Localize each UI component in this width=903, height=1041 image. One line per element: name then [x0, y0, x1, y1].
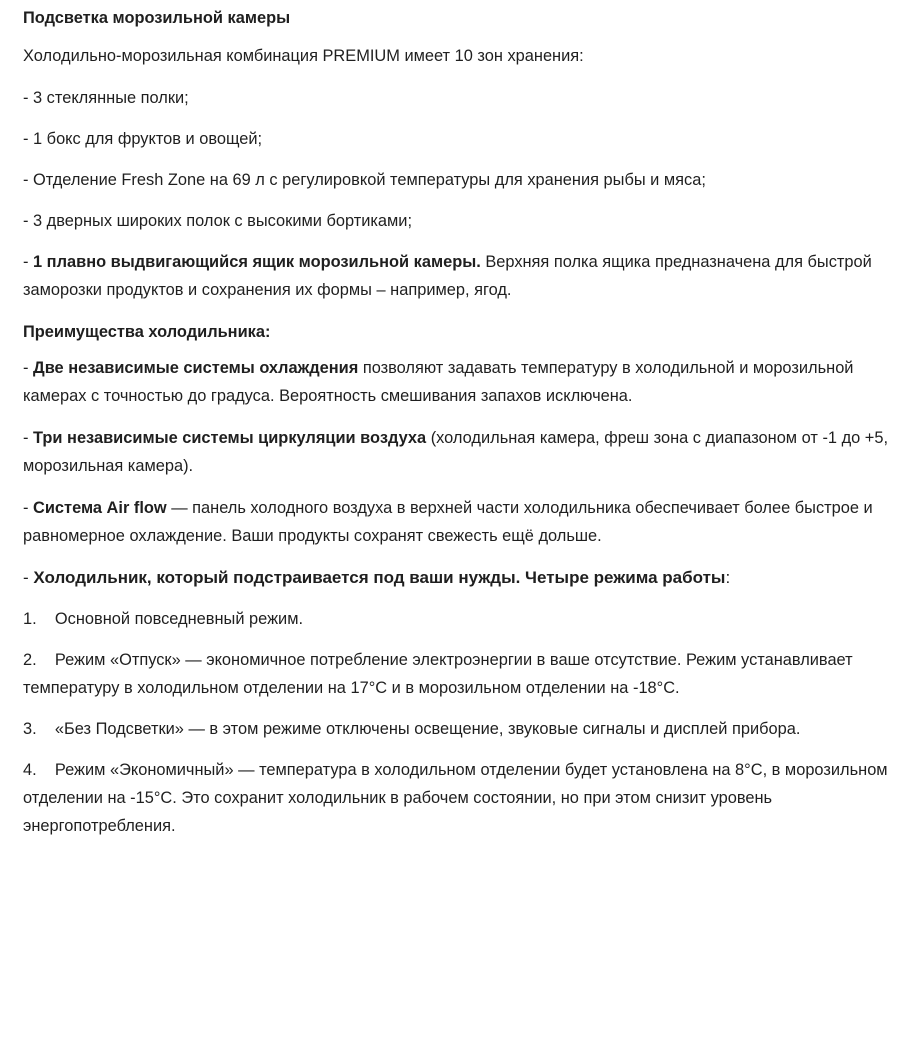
- advantage-dash: -: [23, 568, 34, 587]
- zone-item: - 3 дверных широких полок с высокими бортиками;: [23, 212, 412, 230]
- advantage-dash: -: [23, 429, 34, 447]
- freezer-light-heading: Подсветка морозильной камеры: [23, 9, 291, 27]
- article-body: [23, 0, 895, 840]
- advantage-dash: -: [23, 359, 34, 377]
- advantage-bold: Система Air flow: [33, 499, 167, 517]
- advantage-bold: Две независимые системы охлаждения: [33, 359, 359, 377]
- mode-item: 1. Основной повседневный режим.: [23, 610, 304, 628]
- zone-item: - 3 стеклянные полки;: [23, 89, 189, 107]
- intro-paragraph: Холодильно-морозильная комбинация PREMIUM имеет 10 зон хранения:: [23, 47, 584, 65]
- mode-item: 3. «Без Подсветки» — в этом режиме отключены освещение, звуковые сигналы и дисплей прибора.: [23, 720, 801, 738]
- zone-item: - Отделение Fresh Zone на 69 л с регулировкой температуры для хранения рыбы и мяса;: [23, 171, 706, 189]
- drawer-bold: 1 плавно выдвигающийся ящик морозильной камеры.: [33, 253, 481, 271]
- advantage-text: :: [725, 568, 731, 587]
- drawer-dash: -: [23, 253, 34, 271]
- advantage-bold: Холодильник, который подстраивается под ваши нужды. Четыре режима работы: [33, 568, 726, 587]
- drawer-paragraph: [23, 248, 895, 304]
- advantages-heading: Преимущества холодильника:: [23, 323, 271, 341]
- mode-item: 2. Режим «Отпуск» — экономичное потребление электроэнергии в ваше отсутствие. Режим устанавливает температуру в холодильном отделении на 17°С и в морозильном отделении на -18°С.: [23, 651, 858, 697]
- advantage-item: [23, 564, 895, 592]
- advantage-item: [23, 494, 895, 550]
- advantage-text: позволяют задавать температуру в холодильной и морозильной камерах с точностью до градуса. Вероятность смешивания запахов исключена.: [23, 359, 854, 405]
- mode-item: 4. Режим «Экономичный» — температура в холодильном отделении будет установлена на 8°С, в морозильном отделении на -15°С. Это сохранит холодильник в рабочем состоянии, но при этом снизит уровень энергопотребления.: [23, 761, 893, 835]
- advantage-bold: Три независимые системы циркуляции воздуха: [33, 429, 427, 447]
- advantage-item: [23, 424, 895, 480]
- drawer-text: Верхняя полка ящика предназначена для быстрой заморозки продуктов и сохранения их формы – например, ягод.: [23, 253, 872, 299]
- zone-item: - 1 бокс для фруктов и овощей;: [23, 130, 263, 148]
- advantage-item: [23, 354, 895, 410]
- advantage-dash: -: [23, 499, 34, 517]
- advantage-text: — панель холодного воздуха в верхней части холодильника обеспечивает более быстрое и равномерное охлаждение. Ваши продукты сохранят свежесть ещё дольше.: [23, 499, 873, 545]
- advantage-text: (холодильная камера, фреш зона с диапазоном от -1 до +5, морозильная камера).: [23, 429, 889, 475]
